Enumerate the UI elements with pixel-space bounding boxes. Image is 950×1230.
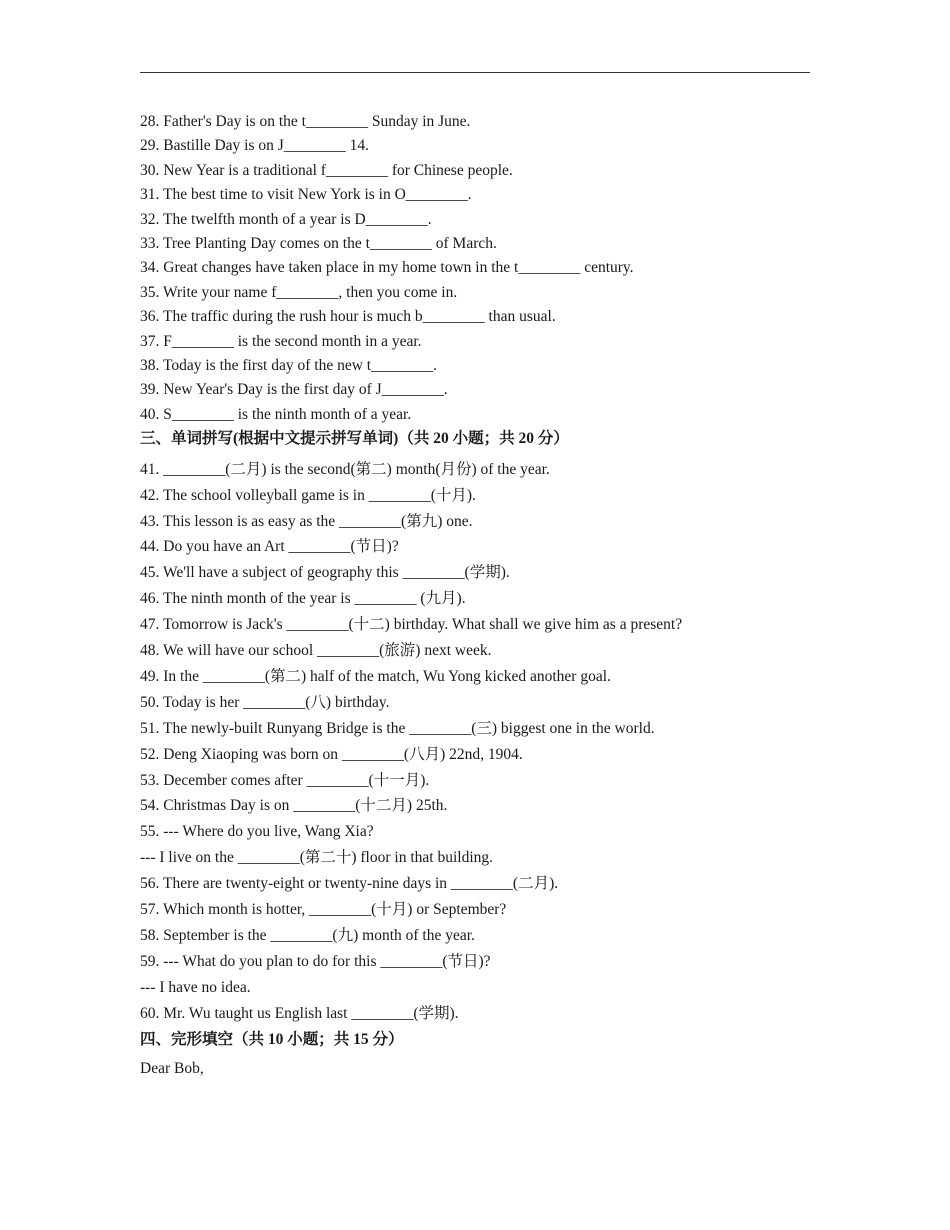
question-42: 42. The school volleyball game is in ________(十月).	[140, 486, 476, 504]
question-35: 35. Write your name f________, then you come in.	[140, 283, 458, 301]
question-28: 28. Father's Day is on the t________ Sunday in June.	[140, 113, 471, 130]
question-38: 38. Today is the first day of the new t________.	[140, 357, 437, 375]
question-39: 39. New Year's Day is the first day of J________.	[140, 381, 448, 399]
question-40: 40. S________ is the ninth month of a year.	[140, 405, 412, 423]
question-52: 52. Deng Xiaoping was born on ________(八月) 22nd, 1904.	[140, 745, 523, 763]
question-36: 36. The traffic during the rush hour is much b________ than usual.	[140, 308, 556, 326]
question-44: 44. Do you have an Art ________(节日)?	[140, 538, 399, 556]
question-55-reply: --- I live on the ________(第二十) floor in that building.	[140, 849, 493, 867]
question-30: 30. New Year is a traditional f________ for Chinese people.	[140, 161, 513, 179]
question-29: 29. Bastille Day is on J________ 14.	[140, 137, 370, 155]
question-34: 34. Great changes have taken place in my home town in the t________ century.	[140, 259, 634, 277]
question-48: 48. We will have our school ________(旅游) next week.	[140, 642, 492, 660]
header-rule	[140, 72, 810, 73]
spelling-question-list	[140, 457, 820, 1027]
question-58: 58. September is the ________(九) month of the year.	[140, 927, 475, 944]
worksheet-content	[140, 110, 820, 1081]
question-47: 47. Tomorrow is Jack's ________(十二) birthday. What shall we give him as a present?	[140, 616, 683, 634]
fill-in-question-list	[140, 110, 820, 427]
question-32: 32. The twelfth month of a year is D________.	[140, 210, 432, 228]
question-56: 56. There are twenty-eight or twenty-nine days in ________(二月).	[140, 875, 559, 893]
question-55: 55. --- Where do you live, Wang Xia?	[140, 823, 374, 841]
section-4-heading: 四、完形填空（共 10 小题；共 15 分）	[140, 1030, 404, 1048]
question-33: 33. Tree Planting Day comes on the t________ of March.	[140, 235, 497, 253]
letter-salutation: Dear Bob,	[140, 1059, 204, 1077]
question-41: 41. ________(二月) is the second(第二) month(月份) of the year.	[140, 460, 550, 478]
question-54: 54. Christmas Day is on ________(十二月) 25th.	[140, 797, 448, 815]
question-53: 53. December comes after ________(十一月).	[140, 771, 430, 789]
question-50: 50. Today is her ________(八) birthday.	[140, 693, 390, 711]
question-31: 31. The best time to visit New York is in O________.	[140, 186, 472, 204]
section-3-heading: 三、单词拼写(根据中文提示拼写单词)（共 20 小题；共 20 分）	[140, 430, 569, 448]
question-49: 49. In the ________(第二) half of the match, Wu Yong kicked another goal.	[140, 667, 611, 685]
question-59-reply: --- I have no idea.	[140, 978, 251, 996]
question-46: 46. The ninth month of the year is ________ (九月).	[140, 590, 466, 608]
question-45: 45. We'll have a subject of geography this ________(学期).	[140, 564, 510, 582]
question-60: 60. Mr. Wu taught us English last ________(学期).	[140, 1004, 459, 1022]
question-37: 37. F________ is the second month in a year.	[140, 332, 422, 350]
question-51: 51. The newly-built Runyang Bridge is the ________(三) biggest one in the world.	[140, 719, 655, 737]
question-59: 59. --- What do you plan to do for this ________(节日)?	[140, 952, 491, 970]
question-43: 43. This lesson is as easy as the ________(第九) one.	[140, 512, 473, 530]
question-57: 57. Which month is hotter, ________(十月) or September?	[140, 901, 507, 919]
